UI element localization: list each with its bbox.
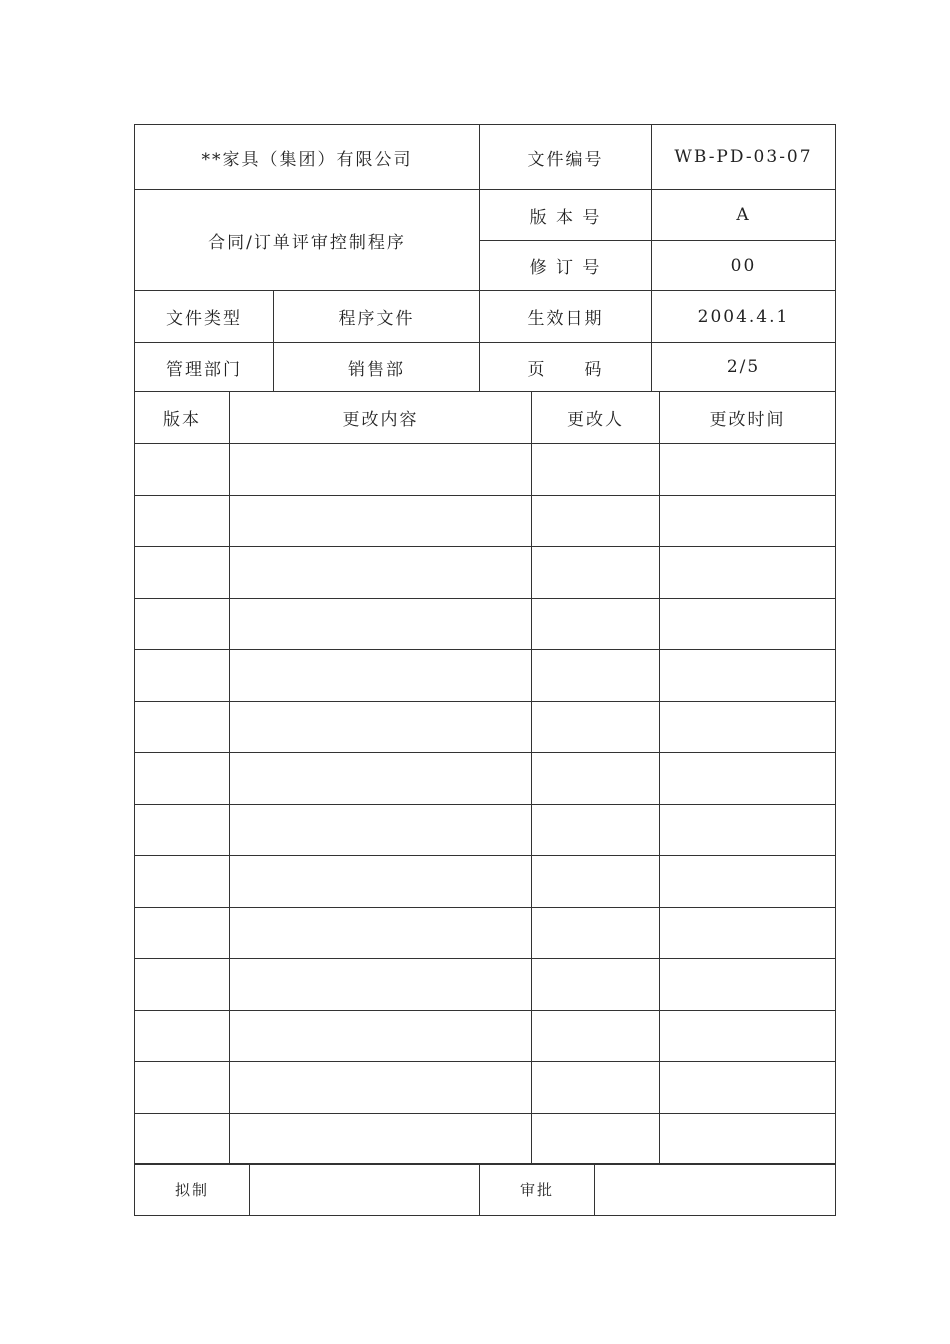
time-cell[interactable]	[660, 907, 836, 959]
table-row	[135, 856, 836, 908]
time-cell[interactable]	[660, 598, 836, 650]
content-cell[interactable]	[230, 547, 532, 599]
version-cell[interactable]	[135, 650, 230, 702]
time-cell[interactable]	[660, 856, 836, 908]
document-title: 合同/订单评审控制程序	[135, 190, 480, 291]
version-cell[interactable]	[135, 598, 230, 650]
revision-value: 00	[652, 241, 836, 291]
column-header-time: 更改时间	[660, 392, 836, 444]
time-cell[interactable]	[660, 701, 836, 753]
version-cell[interactable]	[135, 701, 230, 753]
changer-cell[interactable]	[532, 907, 660, 959]
dept-label: 管理部门	[135, 343, 274, 392]
time-cell[interactable]	[660, 495, 836, 547]
version-cell[interactable]	[135, 444, 230, 496]
approved-label: 审批	[480, 1164, 595, 1216]
drafted-field[interactable]	[250, 1164, 480, 1216]
content-cell[interactable]	[230, 804, 532, 856]
content-cell[interactable]	[230, 495, 532, 547]
revision-label: 修 订 号	[480, 241, 652, 291]
time-cell[interactable]	[660, 804, 836, 856]
content-cell[interactable]	[230, 1062, 532, 1114]
version-cell[interactable]	[135, 856, 230, 908]
effective-date-value: 2004.4.1	[652, 291, 836, 343]
changer-cell[interactable]	[532, 856, 660, 908]
table-row	[135, 444, 836, 496]
content-cell[interactable]	[230, 1010, 532, 1062]
time-cell[interactable]	[660, 1010, 836, 1062]
content-cell[interactable]	[230, 907, 532, 959]
dept-value: 销售部	[274, 343, 480, 392]
table-row	[135, 1010, 836, 1062]
changer-cell[interactable]	[532, 959, 660, 1011]
table-row	[135, 804, 836, 856]
doc-type-value: 程序文件	[274, 291, 480, 343]
changer-cell[interactable]	[532, 495, 660, 547]
changer-cell[interactable]	[532, 701, 660, 753]
time-cell[interactable]	[660, 650, 836, 702]
version-value: A	[652, 190, 836, 241]
change-log-table	[134, 391, 836, 1165]
doc-no-value: WB-PD-03-07	[652, 125, 836, 190]
page-value: 2/5	[652, 343, 836, 392]
version-cell[interactable]	[135, 907, 230, 959]
drafted-label: 拟制	[135, 1164, 250, 1216]
time-cell[interactable]	[660, 753, 836, 805]
table-row	[135, 907, 836, 959]
time-cell[interactable]	[660, 959, 836, 1011]
changer-cell[interactable]	[532, 1113, 660, 1165]
content-cell[interactable]	[230, 753, 532, 805]
table-row	[135, 547, 836, 599]
table-row	[135, 753, 836, 805]
column-header-changer: 更改人	[532, 392, 660, 444]
changer-cell[interactable]	[532, 1010, 660, 1062]
version-cell[interactable]	[135, 959, 230, 1011]
changer-cell[interactable]	[532, 650, 660, 702]
changer-cell[interactable]	[532, 547, 660, 599]
version-cell[interactable]	[135, 1062, 230, 1114]
version-label: 版 本 号	[480, 190, 652, 241]
version-cell[interactable]	[135, 753, 230, 805]
table-row	[135, 650, 836, 702]
effective-date-label: 生效日期	[480, 291, 652, 343]
content-cell[interactable]	[230, 701, 532, 753]
page-label: 页 码	[480, 343, 652, 392]
approved-field[interactable]	[595, 1164, 836, 1216]
version-cell[interactable]	[135, 495, 230, 547]
table-row	[135, 1062, 836, 1114]
change-log-header-row	[135, 392, 836, 444]
version-cell[interactable]	[135, 1113, 230, 1165]
table-row	[135, 1113, 836, 1165]
time-cell[interactable]	[660, 444, 836, 496]
changer-cell[interactable]	[532, 804, 660, 856]
content-cell[interactable]	[230, 1113, 532, 1165]
doc-type-label: 文件类型	[135, 291, 274, 343]
content-cell[interactable]	[230, 444, 532, 496]
content-cell[interactable]	[230, 959, 532, 1011]
column-header-version: 版本	[135, 392, 230, 444]
table-row	[135, 959, 836, 1011]
column-header-content: 更改内容	[230, 392, 532, 444]
change-log-body	[135, 444, 836, 1165]
company-name: **家具（集团）有限公司	[135, 125, 480, 190]
version-cell[interactable]	[135, 1010, 230, 1062]
table-row	[135, 598, 836, 650]
version-cell[interactable]	[135, 547, 230, 599]
table-row	[135, 701, 836, 753]
version-cell[interactable]	[135, 804, 230, 856]
time-cell[interactable]	[660, 547, 836, 599]
table-row	[135, 495, 836, 547]
content-cell[interactable]	[230, 598, 532, 650]
time-cell[interactable]	[660, 1062, 836, 1114]
signoff-table	[134, 1163, 836, 1216]
content-cell[interactable]	[230, 856, 532, 908]
changer-cell[interactable]	[532, 1062, 660, 1114]
content-cell[interactable]	[230, 650, 532, 702]
doc-no-label: 文件编号	[480, 125, 652, 190]
changer-cell[interactable]	[532, 598, 660, 650]
changer-cell[interactable]	[532, 753, 660, 805]
header-table	[134, 124, 836, 392]
changer-cell[interactable]	[532, 444, 660, 496]
time-cell[interactable]	[660, 1113, 836, 1165]
